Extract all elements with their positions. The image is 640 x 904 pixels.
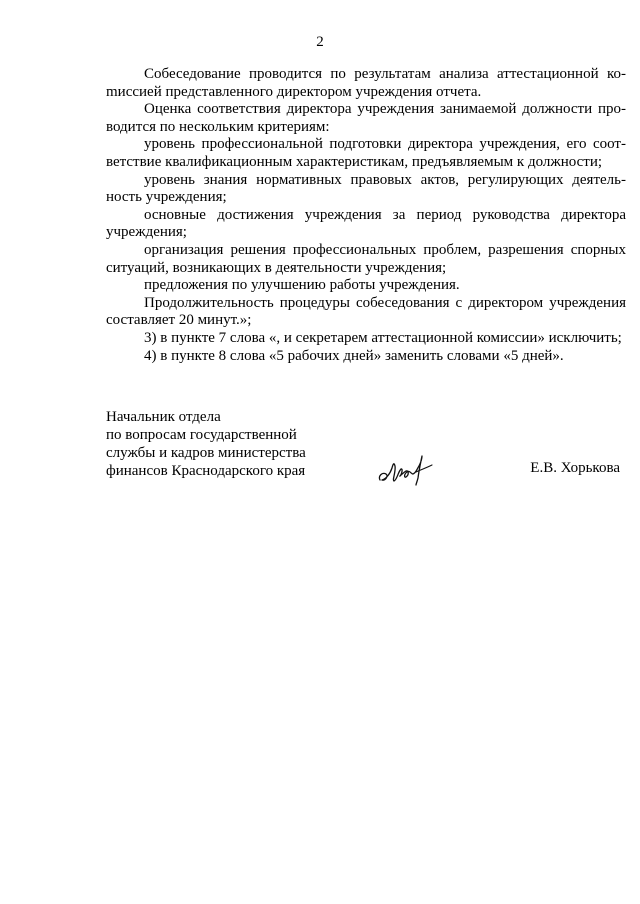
signer-position <box>106 408 306 480</box>
criterion-legal-knowledge: уровень знания нормативных правовых актов, регулирующих деятельность учреждения; <box>106 171 626 206</box>
handwritten-signature <box>376 452 436 486</box>
amendment-item-4: 4) в пункте 8 слова «5 рабочих дней» заменить словами «5 дней». <box>144 347 564 364</box>
criterion-professional-training: уровень профессиональной подготовки директора учреждения, его соответствие квалификационным характеристикам, предъявляемым к должности; <box>106 136 626 170</box>
signer-name: Е.В. Хорькова <box>530 460 620 476</box>
page-number: 2 <box>316 34 324 50</box>
signer-position-line: финансов Краснодарского края <box>106 463 306 479</box>
amendment-item-3: 3) в пункте 7 слова «, и секретарем аттестационной комиссии» исключить; <box>144 329 622 346</box>
paragraph-interview-duration: Продолжительность процедуры собеседования с директором учреждения составляет 20 минут.»; <box>106 294 626 329</box>
paragraph-interview-basis: Собеседование проводится по результатам анализа аттестационной коmиссией представленного директором учреждения отчета. <box>106 66 626 100</box>
signer-position-line: Начальник отдела <box>106 409 221 425</box>
signer-position-line: службы и кадров министерства <box>106 445 306 461</box>
criterion-problem-solving: организация решения профессиональных проблем, разрешения спорных ситуаций, возникающих в деятельности учреждения; <box>106 241 626 276</box>
paragraph-assessment-criteria: Оценка соответствия директора учреждения занимаемой должности проводится по нескольким критериям: <box>106 101 626 135</box>
criterion-achievements: основные достижения учреждения за период руководства директора учреждения; <box>106 206 626 241</box>
signer-position-line: по вопросам государственной <box>106 427 297 443</box>
document-body <box>106 66 626 365</box>
criterion-improvement-proposals: предложения по улучшению работы учреждения. <box>144 277 460 294</box>
